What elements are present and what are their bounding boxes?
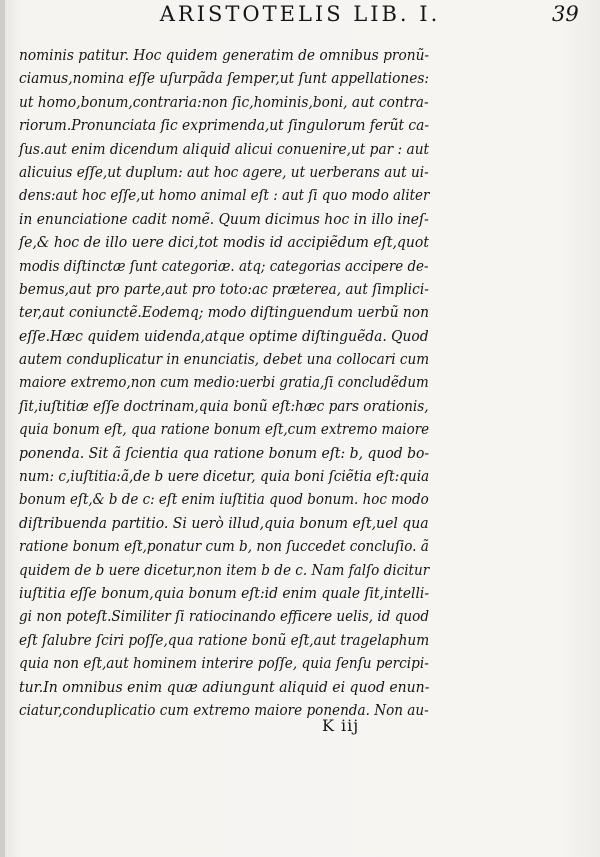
text-line: ciatur,conduplicatio cum extremo maiore ponenda. Non au- bbox=[19, 701, 429, 719]
text-line: iuſtitia eſſe bonum,quia bonum eſt:id enim quale ſit,intelli- bbox=[19, 584, 430, 602]
page-number: 39 bbox=[552, 2, 579, 26]
text-line: dens:aut hoc eſſe,ut homo animal eſt : aut ſi quo modo aliter bbox=[19, 187, 430, 205]
text-line: gi non poteſt.Similiter ſi ratiocinando efficere uelis, id quod bbox=[19, 608, 430, 626]
text-line: bonum eſt,& b de c: eſt enim iuſtitia quod bonum. hoc modo bbox=[19, 491, 429, 509]
text-line: maiore extremo,non cum medio:uerbi gratia,ſi concludẽdum bbox=[19, 374, 429, 392]
running-title: ARISTOTELIS LIB. I. bbox=[159, 2, 441, 26]
text-line: autem conduplicatur in enunciatis, debet una collocari cum bbox=[19, 351, 430, 369]
text-line: ſit,iuſtitiæ eſſe doctrinam,quia bonũ eſt:hæc pars orationis, bbox=[19, 397, 429, 415]
text-line: ſus.aut enim dicendum aliquid alicui conuenire,ut par : aut bbox=[19, 140, 430, 158]
text-line: in enunciatione cadit nomẽ. Quum dicimus hoc in illo ineſ- bbox=[19, 210, 429, 228]
text-line: tur.In omnibus enim quæ adiungunt aliquid ei quod enun- bbox=[19, 678, 430, 696]
text-line: diſtribuenda partitio. Si uerò illud,quia bonum eſt,uel qua bbox=[19, 514, 429, 532]
text-line: eſt ſalubre ſciri poſſe,qua ratione bonũ eſt,aut tragelaphum bbox=[19, 631, 430, 649]
text-line: ciamus,nomina eſſe uſurpãda ſemper,ut ſunt appellationes: bbox=[19, 70, 430, 88]
text-line: ponenda. Sit ã ſcientia qua ratione bonum eſt: b, quod bo- bbox=[19, 444, 430, 462]
text-line: ratione bonum eſt,ponatur cum b, non ſuccedet concluſio. ã bbox=[19, 538, 429, 556]
text-line: ter,aut coniunctẽ.Eodemq; modo diſtinguendum uerbũ non bbox=[19, 304, 429, 322]
text-line: ut homo,bonum,contraria:non ſic,hominis,boni, aut contra- bbox=[19, 93, 429, 111]
text-line: num: c,iuſtitia:ã,de b uere dicetur, quia boni ſciẽtia eſt:quia bbox=[19, 468, 430, 486]
text-line: quidem de b uere dicetur,non item b de c. Nam falſo dicitur bbox=[19, 561, 430, 579]
gutter-shadow bbox=[0, 0, 5, 857]
text-line: bemus,aut pro parte,aut pro toto:ac præterea, aut ſimplici- bbox=[19, 280, 429, 298]
signature-mark: K iij bbox=[322, 716, 360, 735]
text-line: riorum.Pronunciata ſic exprimenda,ut ſingulorum ferũt ca- bbox=[19, 117, 430, 135]
page-header bbox=[0, 2, 600, 32]
text-line: nominis patitur. Hoc quidem generatim de omnibus pronũ- bbox=[19, 47, 430, 64]
text-line: alicuius eſſe,ut duplum: aut hoc agere, ut uerberans aut ui- bbox=[19, 163, 429, 181]
text-line: modis diſtinctæ ſunt categoriæ. atq; categorias accipere de- bbox=[19, 257, 429, 275]
text-line: ſe,& hoc de illo uere dici,tot modis id accipiẽdum eſt,quot bbox=[19, 234, 429, 252]
text-line: quia bonum eſt, qua ratione bonum eſt,cum extremo maiore bbox=[19, 421, 430, 439]
body-text bbox=[19, 44, 429, 722]
text-line: eſſe.Hæc quidem uidenda,atque optime diſtinguẽda. Quod bbox=[19, 327, 429, 345]
text-line: quia non eſt,aut hominem interire poſſe, quia ſenſu percipi- bbox=[19, 655, 429, 673]
